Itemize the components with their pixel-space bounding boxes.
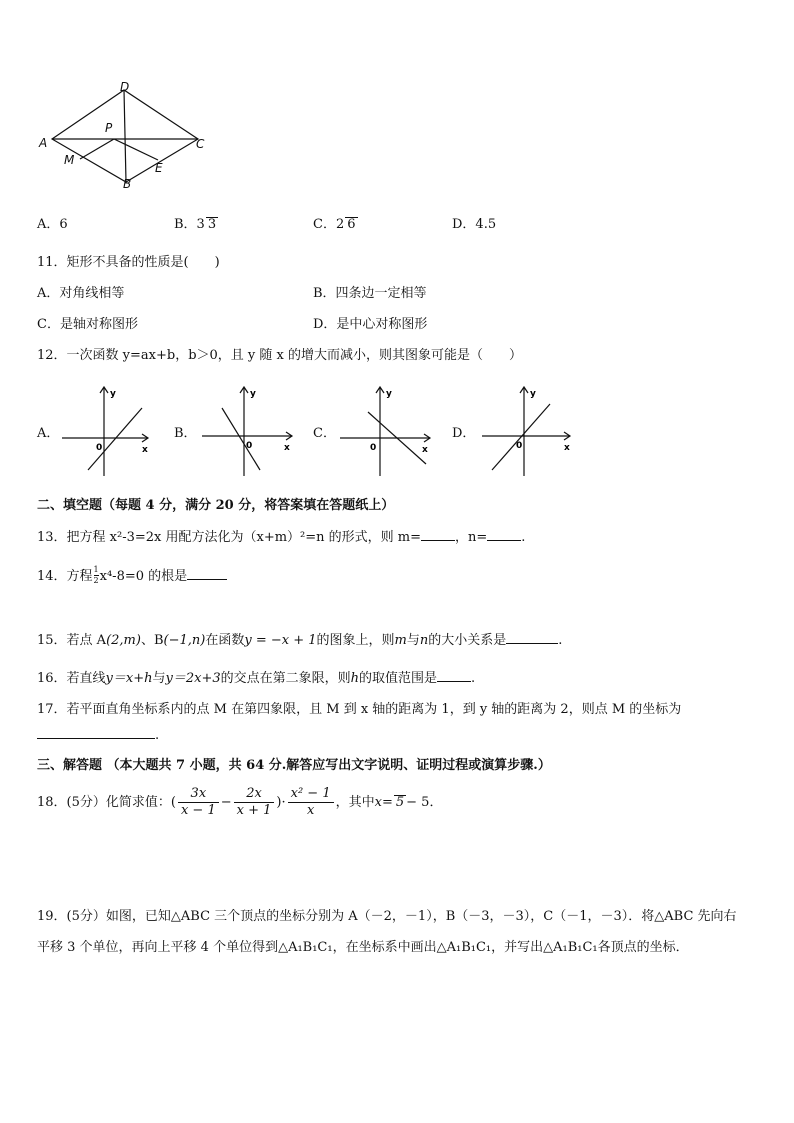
segment-pe: [114, 139, 158, 160]
q12-option-d-label: D．: [452, 426, 476, 441]
svg-text:y: y: [250, 389, 256, 399]
graph-d-line: [492, 404, 550, 470]
svg-text:y: y: [110, 389, 116, 399]
graph-a-line: [88, 408, 142, 470]
graph-b-line: [222, 408, 260, 470]
q11-option-d: D．是中心对称图形: [313, 317, 428, 332]
q14: 14．方程 $\frac{1}{2}$ x⁴-8=0 的根是: [37, 565, 227, 586]
svg-text:0: 0: [246, 441, 253, 451]
q10-option-c: C．2 6: [313, 217, 356, 232]
q10-option-b: B．3 3: [174, 217, 217, 232]
svg-text:0: 0: [516, 441, 523, 451]
q11-option-c: C．是轴对称图形: [37, 317, 138, 332]
svg-text:x: x: [142, 445, 148, 455]
q12-option-c-label: C．: [313, 426, 336, 441]
q11-stem: 11．矩形不具备的性质是( ): [37, 255, 220, 270]
q12-graph-d: [478, 384, 578, 480]
label-p: P: [105, 121, 113, 135]
q13: 13．把方程 x²-3=2x 用配方法化为（x+m）²=n 的形式，则 m= ，n= .: [37, 530, 526, 545]
q17-answer-blank: .: [37, 728, 159, 743]
rhombus-figure: [30, 78, 220, 196]
section-2-title: 二、填空题（每题 4 分，满分 20 分，将答案填在答题纸上）: [37, 498, 395, 513]
svg-text:x: x: [564, 443, 570, 453]
svg-text:x: x: [284, 443, 290, 453]
label-e: E: [155, 161, 163, 175]
q10-option-a: A．6: [37, 217, 68, 232]
q17: 17．若平面直角坐标系内的点 M 在第四象限，且 M 到 x 轴的距离为 1，到 y 轴的距离为 2，则点 M 的坐标为: [37, 702, 682, 717]
q18: 18．(5分）化简求值：( $\frac{3x}{x - 1}$ − $\frac{2x}{x + 1}$ )· $\frac{\text{x² − 1}}{x}$ ，其中x= 5 − 5．: [37, 786, 443, 818]
q12-option-a-label: A．: [37, 426, 60, 441]
q16: 16．若直线y＝x+h与y＝2x+3的交点在第二象限，则h的取值范围是 .: [37, 671, 476, 686]
q12-graph-b: [200, 384, 300, 480]
svg-text:y: y: [386, 389, 392, 399]
q12-graph-a: [60, 384, 160, 480]
label-m: M: [64, 153, 75, 167]
q10-option-d: D．4.5: [452, 217, 497, 232]
section-3-title: 三、解答题 （本大题共 7 小题，共 64 分.解答应写出文字说明、证明过程或演算步骤.）: [37, 758, 551, 773]
q15: 15．若点 A(2,m)、B(−1,n)在函数y = −x + 1的图象上，则m与n的大小关系是 .: [37, 633, 563, 648]
segment-mp: [80, 139, 114, 159]
svg-text:y: y: [530, 389, 536, 399]
label-a: A: [39, 136, 48, 150]
q11-option-b: B．四条边一定相等: [313, 286, 427, 301]
q19-line-2: 平移 3 个单位，再向上平移 4 个单位得到△A₁B₁C₁，在坐标系中画出△A₁B₁C₁，并写出△A₁B₁C₁各顶点的坐标．: [37, 940, 689, 955]
q12-graph-c: [338, 384, 438, 480]
label-c: C: [196, 137, 205, 151]
q11-option-a: A．对角线相等: [37, 286, 125, 301]
svg-text:0: 0: [370, 443, 377, 453]
q12-option-b-label: B．: [174, 426, 197, 441]
svg-text:0: 0: [96, 443, 103, 453]
q12-stem: 12．一次函数 y=ax+b，b＞0，且 y 随 x 的增大而减小，则其图象可能是（ ）: [37, 348, 523, 363]
label-b: B: [123, 177, 132, 191]
q19-line-1: 19．(5分）如图，已知△ABC 三个顶点的坐标分别为 A（－2，－1），B（－3，－3），C（－1，－3）．将△ABC 先向右: [37, 909, 737, 924]
label-d: D: [120, 80, 130, 94]
diagonal-bd: [124, 90, 126, 182]
svg-text:x: x: [422, 445, 428, 455]
